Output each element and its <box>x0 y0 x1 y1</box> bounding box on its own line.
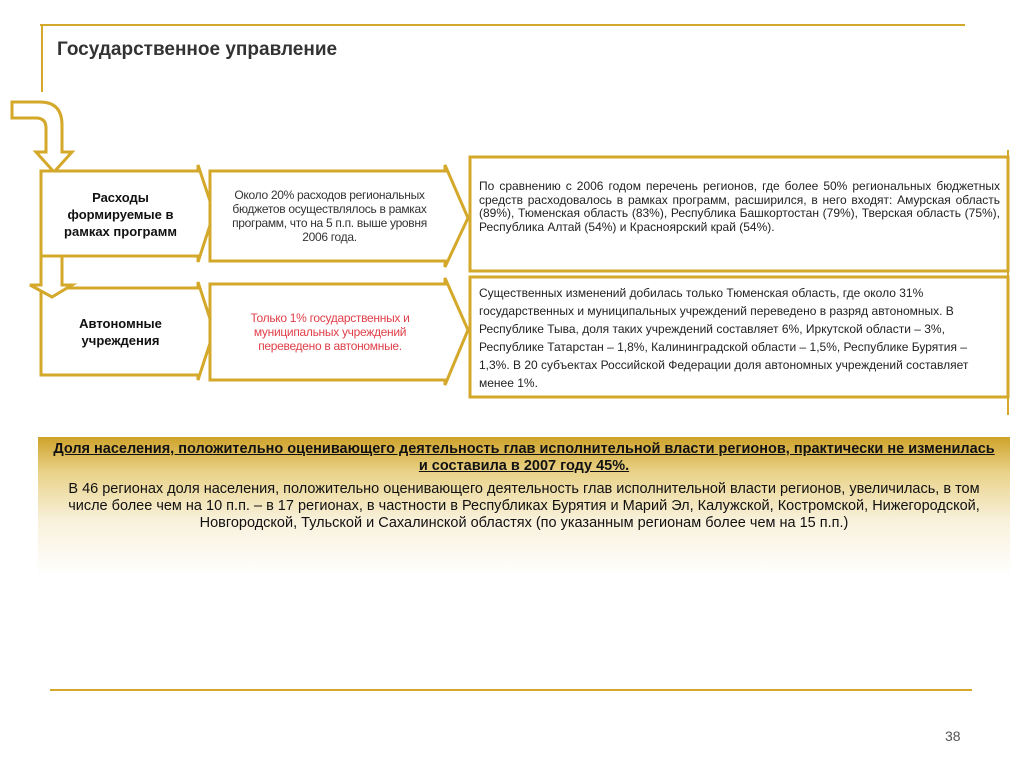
page-number: 38 <box>945 728 961 744</box>
row-label-programs: Расходы формируемые в рамках программ <box>64 189 177 239</box>
row-summary-programs: Около 20% расходов региональных бюджетов осуществлялось в рамках программ, что на 5 п.п. выше уровня 2006 года. <box>232 188 427 244</box>
band-headline: Доля населения, положительно оценивающего деятельность глав исполнительной власти регионов, практически не изменилась и составила в 2007 году 45%. <box>53 441 995 474</box>
curved-arrow-icon <box>12 102 72 172</box>
band-body: В 46 регионах доля населения, положительно оценивающего деятельность глав исполнительной власти регионов, увеличилась, в том числе более чем на 10 п.п. – в 17 регионах, в частности в Республиках Бурятия и Марий Эл, Калужской, Костромской, Нижегородской, Новгородской, Тульской и Сахалинской областях (по указанным регионам более чем на 15 п.п.) <box>68 481 980 531</box>
row-detail-autonomous: Существенных изменений добилась только Тюменская область, где около 31% государственных и муниципальных учреждений переведено в разряд автономных. В Республике Тыва, доля таких учреждений составляет 6%, Иркутской области – 3%, Республике Татарстан – 1,8%, Калининградской области – 1,5%, Республике Бурятия – 1,3%. В 20 субъектах Российской Федерации доля автономных учреждений составляет менее 1%. <box>479 286 969 390</box>
row-summary-autonomous: Только 1% государственных и муниципальных учреждений переведено в автономные. <box>250 311 410 353</box>
row-label-autonomous: Автономные учреждения <box>79 316 162 348</box>
summary-band-text <box>50 441 998 538</box>
row-detail-programs: По сравнению с 2006 годом перечень регионов, где более 50% региональных бюджетных средств расходовалось в рамках программ, расширился, в него входят: Амурская область (89%), Тюменская область (83%), Республика Башкортостан (79%), Тверская область (75%), Республика Алтай (54%) и Красноярский край (54%). <box>479 179 1000 234</box>
page-title: Государственное управление <box>57 39 338 60</box>
bottom-rule <box>50 689 972 691</box>
